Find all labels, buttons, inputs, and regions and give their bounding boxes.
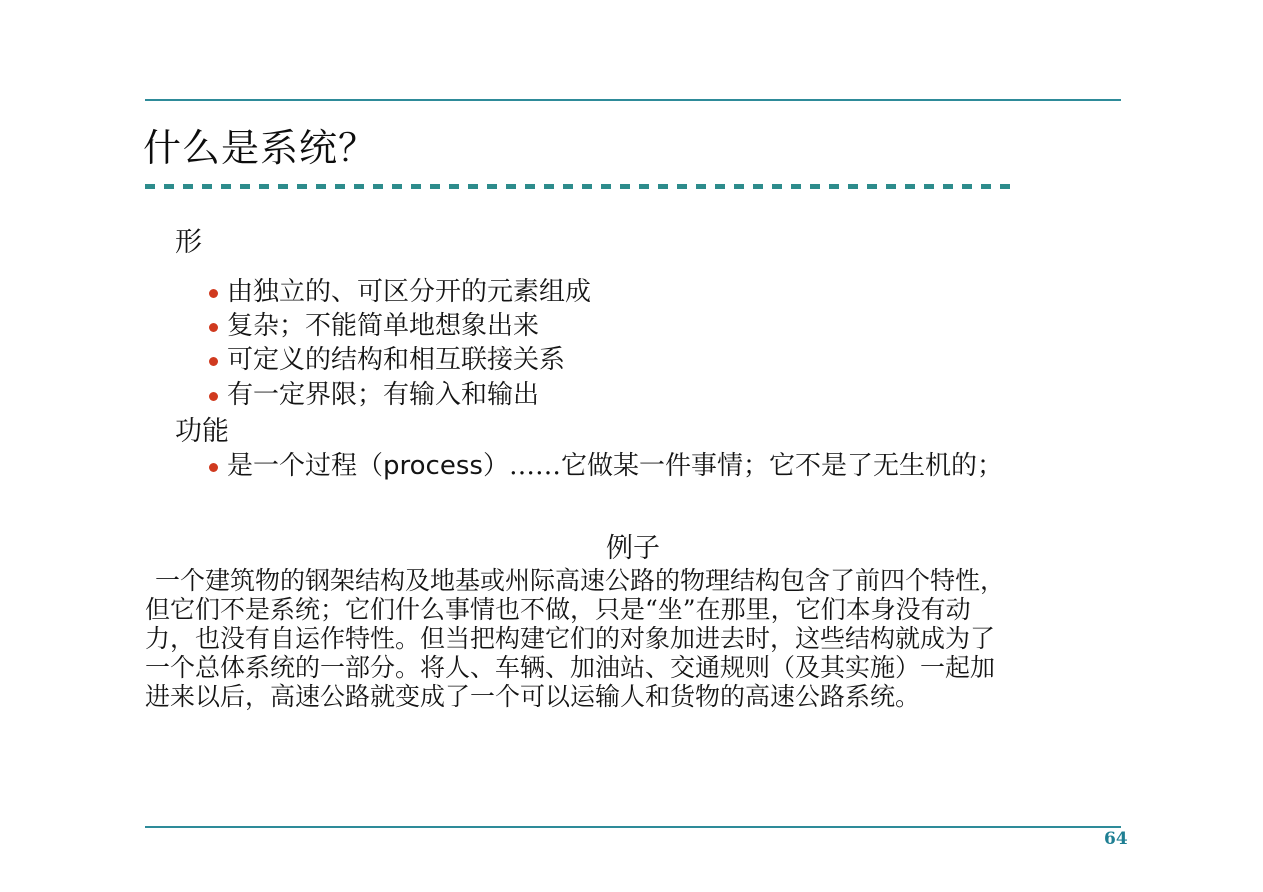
bullet-item <box>209 345 565 375</box>
bullet-text: 有一定界限；有输入和输出 <box>227 380 540 410</box>
bottom-rule <box>145 826 1121 828</box>
paragraph-line: 一个总体系统的一部分。将人、车辆、加油站、交通规则（及其实施）一起加 <box>145 653 996 682</box>
bullet-text: 由独立的、可区分开的元素组成 <box>227 277 592 307</box>
function-heading: 功能 <box>175 416 229 447</box>
bullet-dot-icon <box>209 357 218 366</box>
bullet-dot-icon <box>209 289 218 298</box>
bullet-text-prefix: 是一个过程（ <box>227 451 384 481</box>
bullet-text-suffix: ）……它做某一件事情；它不是了无生机的； <box>482 451 1003 481</box>
bullet-item <box>209 311 539 341</box>
top-rule <box>145 99 1121 101</box>
title-underline-dashed-rule <box>145 184 1013 189</box>
bullet-dot-icon <box>209 463 218 472</box>
paragraph-line: 进来以后，高速公路就变成了一个可以运输人和货物的高速公路系统。 <box>145 682 921 711</box>
bullet-text: 复杂；不能简单地想象出来 <box>227 311 540 341</box>
shape-heading: 形 <box>175 227 202 258</box>
bullet-dot-icon <box>209 392 218 401</box>
bullet-text <box>227 451 1003 481</box>
process-keyword: process <box>383 451 483 481</box>
example-heading: 例子 <box>606 533 660 564</box>
paragraph-line: 但它们不是系统；它们什么事情也不做，只是“坐”在那里，它们本身没有动 <box>145 595 971 624</box>
paragraph-line: 一个建筑物的钢架结构及地基或州际高速公路的物理结构包含了前四个特性， <box>155 566 1006 595</box>
bullet-item <box>209 380 539 410</box>
bullet-text: 可定义的结构和相互联接关系 <box>227 345 566 375</box>
page-number: 64 <box>1104 829 1128 849</box>
bullet-dot-icon <box>209 323 218 332</box>
example-paragraph <box>145 566 1135 711</box>
bullet-item <box>209 451 1003 481</box>
bullet-item <box>209 277 591 307</box>
slide-title: 什么是系统？ <box>143 126 378 170</box>
paragraph-line: 力，也没有自运作特性。但当把构建它们的对象加进去时，这些结构就成为了 <box>145 624 996 653</box>
